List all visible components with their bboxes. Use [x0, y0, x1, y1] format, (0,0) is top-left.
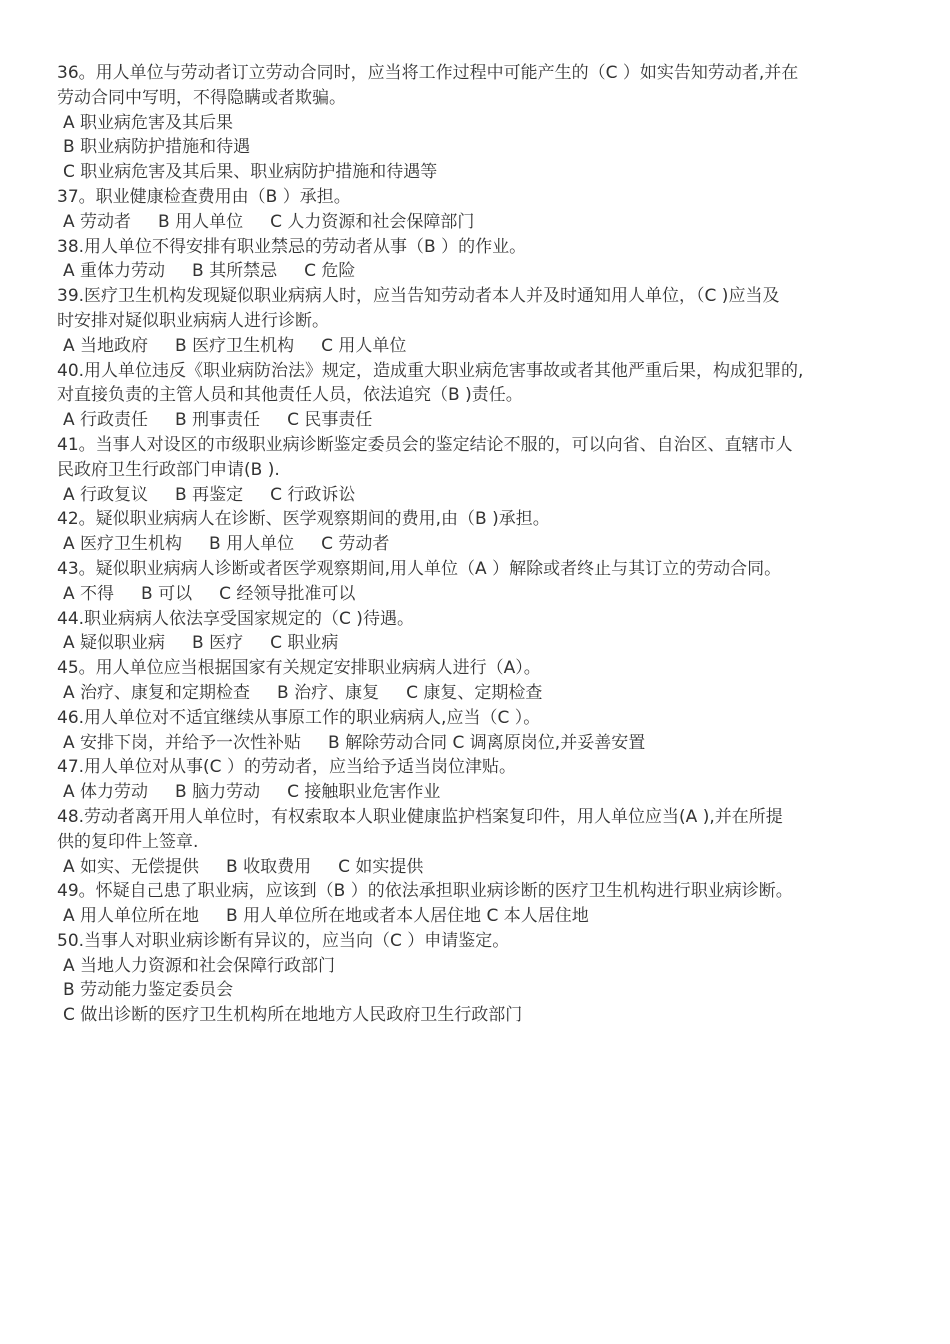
- question-text-line: 42。疑似职业病病人在诊断、医学观察期间的费用,由（B )承担。: [57, 509, 550, 530]
- answer-options-line: A 治疗、康复和定期检查 B 治疗、康复 C 康复、定期检查: [63, 682, 543, 703]
- question-text-line: 对直接负责的主管人员和其他责任人员，依法追究（B )责任。: [57, 385, 523, 406]
- answer-options-line: A 体力劳动 B 脑力劳动 C 接触职业危害作业: [63, 782, 441, 803]
- question-text-line: 供的复印件上签章.: [57, 831, 199, 852]
- question-text-line: 43。疑似职业病病人诊断或者医学观察期间,用人单位（A ）解除或者终止与其订立的劳动合同。: [57, 558, 782, 579]
- question-text-line: 48.劳动者离开用人单位时，有权索取本人职业健康监护档案复印件，用人单位应当(A ),并在所提: [57, 806, 783, 827]
- question-text-line: 民政府卫生行政部门申请(B ).: [57, 459, 280, 480]
- question-text-line: 49。怀疑自己患了职业病，应该到（B ）的依法承担职业病诊断的医疗卫生机构进行职业病诊断。: [57, 881, 793, 902]
- answer-options-line: A 劳动者 B 用人单位 C 人力资源和社会保障部门: [63, 211, 475, 232]
- question-text-line: 45。用人单位应当根据国家有关规定安排职业病病人进行（A）。: [57, 658, 541, 679]
- answer-options-line: C 做出诊断的医疗卫生机构所在地地方人民政府卫生行政部门: [63, 1005, 523, 1026]
- document-body: [57, 61, 907, 1028]
- answer-options-line: A 疑似职业病 B 医疗 C 职业病: [63, 633, 339, 654]
- answer-options-line: A 重体力劳动 B 其所禁忌 C 危险: [63, 261, 356, 282]
- answer-options-line: B 职业病防护措施和待遇: [63, 137, 251, 158]
- answer-options-line: A 当地政府 B 医疗卫生机构 C 用人单位: [63, 335, 407, 356]
- answer-options-line: A 职业病危害及其后果: [63, 112, 234, 133]
- answer-options-line: A 用人单位所在地 B 用人单位所在地或者本人居住地 C 本人居住地: [63, 906, 589, 927]
- question-text-line: 劳动合同中写明，不得隐瞒或者欺骗。: [57, 87, 346, 108]
- answer-options-line: B 劳动能力鉴定委员会: [63, 980, 234, 1001]
- question-text-line: 37。职业健康检查费用由（B ）承担。: [57, 186, 351, 207]
- answer-options-line: A 当地人力资源和社会保障行政部门: [63, 955, 336, 976]
- question-text-line: 40.用人单位违反《职业病防治法》规定，造成重大职业病危害事故或者其他严重后果，构成犯罪的,: [57, 360, 804, 381]
- answer-options-line: A 行政责任 B 刑事责任 C 民事责任: [63, 410, 373, 431]
- answer-options-line: A 行政复议 B 再鉴定 C 行政诉讼: [63, 484, 356, 505]
- answer-options-line: A 不得 B 可以 C 经领导批准可以: [63, 583, 356, 604]
- question-text-line: 46.用人单位对不适宜继续从事原工作的职业病病人,应当（C ）。: [57, 707, 541, 728]
- question-text-line: 44.职业病病人依法享受国家规定的（C )待遇。: [57, 608, 414, 629]
- question-text-line: 50.当事人对职业病诊断有异议的，应当向（C ）申请鉴定。: [57, 930, 510, 951]
- answer-options-line: A 如实、无偿提供 B 收取费用 C 如实提供: [63, 856, 424, 877]
- question-text-line: 时安排对疑似职业病病人进行诊断。: [57, 310, 329, 331]
- question-text-line: 47.用人单位对从事(C ）的劳动者，应当给予适当岗位津贴。: [57, 757, 516, 778]
- question-text-line: 41。当事人对设区的市级职业病诊断鉴定委员会的鉴定结论不服的，可以向省、自治区、直辖市人: [57, 434, 793, 455]
- answer-options-line: A 医疗卫生机构 B 用人单位 C 劳动者: [63, 534, 390, 555]
- question-text-line: 36。用人单位与劳动者订立劳动合同时，应当将工作过程中可能产生的（C ）如实告知劳动者,并在: [57, 63, 799, 83]
- question-text-line: 38.用人单位不得安排有职业禁忌的劳动者从事（B ）的作业。: [57, 236, 527, 257]
- question-text-line: 39.医疗卫生机构发现疑似职业病病人时，应当告知劳动者本人并及时通知用人单位，（C )应当及: [57, 286, 780, 307]
- answer-options-line: C 职业病危害及其后果、职业病防护措施和待遇等: [63, 162, 438, 183]
- answer-options-line: A 安排下岗，并给予一次性补贴 B 解除劳动合同 C 调离原岗位,并妥善安置: [63, 732, 646, 753]
